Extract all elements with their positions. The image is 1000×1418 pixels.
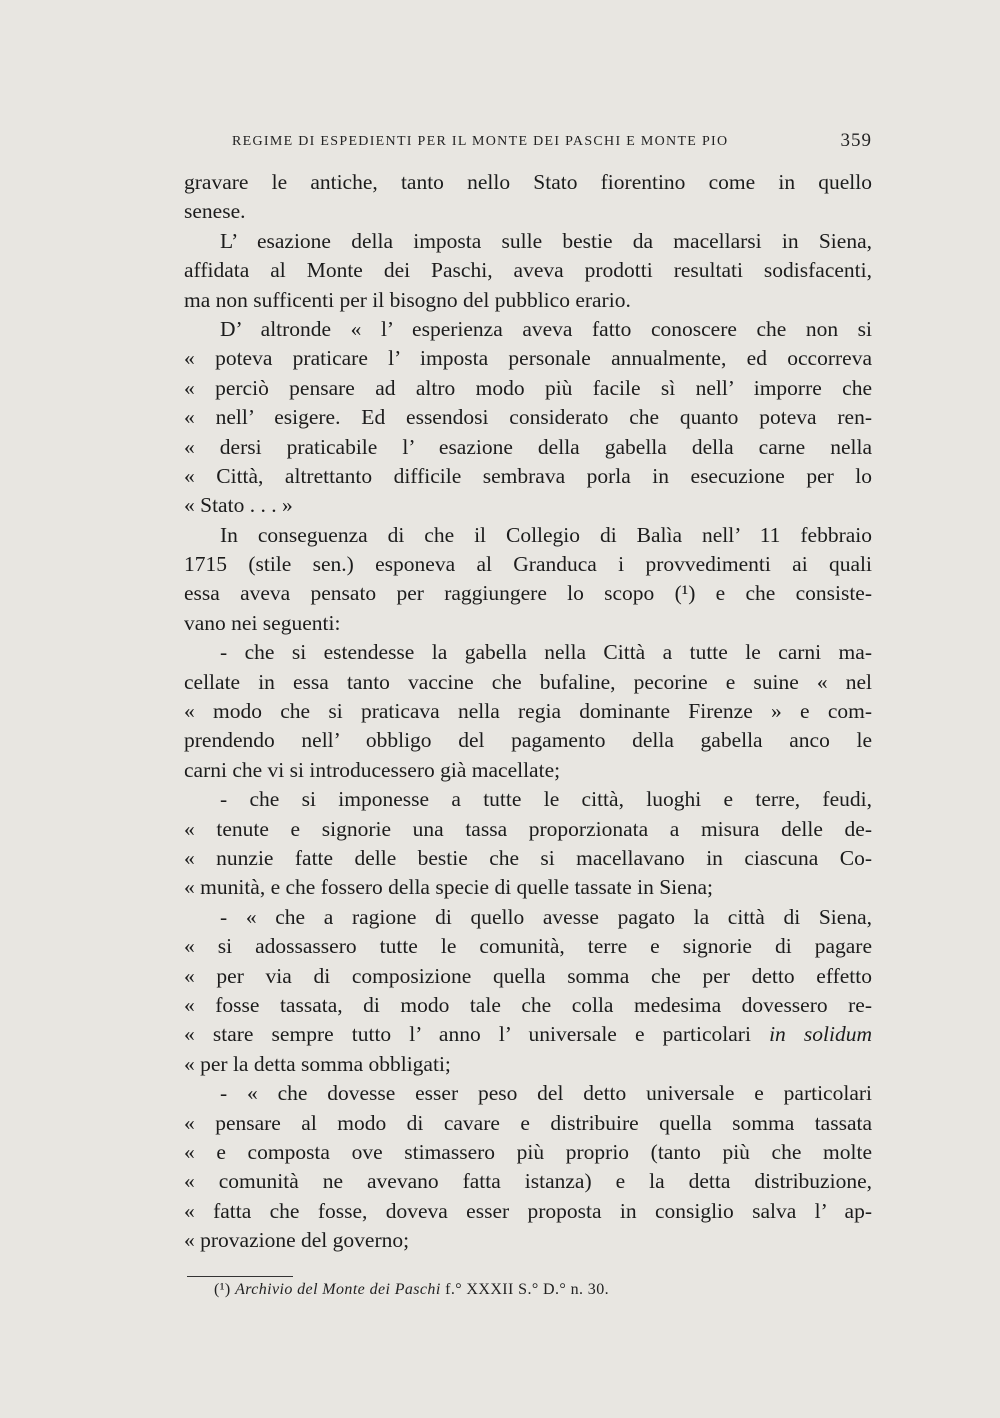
italic-phrase: in solidum <box>769 1022 873 1047</box>
text-line: In conseguenza di che il Collegio di Balìa nell’ 11 febbraio <box>220 522 872 547</box>
text-line: « nell’ esigere. Ed essendosi considerato che quanto poteva ren- <box>184 405 872 430</box>
text-line: « dersi praticabile l’ esazione della gabella della carne nella <box>184 434 872 459</box>
text-line: « fosse tassata, di modo tale che colla medesima dovessero re- <box>184 992 872 1017</box>
text-line: « si adossassero tutte le comunità, terre e signorie di pagare <box>184 934 872 959</box>
footnote-divider <box>187 1276 293 1277</box>
text-line: prendendo nell’ obbligo del pagamento della gabella anco le <box>184 728 872 753</box>
text-line: - che si imponesse a tutte le città, luoghi e terre, feudi, <box>220 787 872 812</box>
footnote <box>214 1281 609 1299</box>
text-line: ma non sufficenti per il bisogno del pubblico erario. <box>184 287 631 312</box>
text-line: « poteva praticare l’ imposta personale annualmente, ed occorreva <box>184 346 872 371</box>
page-header <box>232 130 872 151</box>
text-line: D’ altronde « l’ esperienza aveva fatto conoscere che non si <box>220 316 872 341</box>
text-segment: « stare sempre tutto l’ anno l’ universale e particolari <box>184 1022 751 1047</box>
text-line: « modo che si praticava nella regia dominante Firenze » e com- <box>184 699 872 724</box>
text-line: « per via di composizione quella somma che per detto effetto <box>184 963 872 988</box>
text-line: « tenute e signorie una tassa proporzionata a misura delle de- <box>184 816 872 841</box>
running-title: REGIME DI ESPEDIENTI PER IL MONTE DEI PASCHI E MONTE PIO <box>232 134 729 149</box>
text-line: « perciò pensare ad altro modo più facile sì nell’ imporre che <box>184 375 872 400</box>
text-line: « Città, altrettanto difficile sembrava porla in esecuzione per lo <box>184 463 872 488</box>
footnote-reference: f.° XXXII S.° D.° n. 30. <box>445 1281 609 1298</box>
text-line: carni che vi si introducessero già macellate; <box>184 757 561 782</box>
text-line: « nunzie fatte delle bestie che si macellavano in ciascuna Co- <box>184 845 872 870</box>
page-number: 359 <box>840 130 872 151</box>
text-line: - « che dovesse esser peso del detto universale e particolari <box>220 1081 872 1106</box>
text-line: gravare le antiche, tanto nello Stato fiorentino come in quello <box>184 170 872 194</box>
text-line: cellate in essa tanto vaccine che bufaline, pecorine e suine « nel <box>184 669 872 694</box>
text-line: - « che a ragione di quello avesse pagato la città di Siena, <box>220 904 872 929</box>
text-line: affidata al Monte dei Paschi, aveva prodotti resultati sodisfacenti, <box>184 258 872 283</box>
text-line: senese. <box>184 199 246 224</box>
text-line: « e composta ove stimassero più proprio (tanto più che molte <box>184 1139 872 1164</box>
text-line: « Stato . . . » <box>184 493 293 518</box>
text-line: L’ esazione della imposta sulle bestie da macellarsi in Siena, <box>220 228 872 253</box>
text-line: « fatta che fosse, doveva esser proposta in consiglio salva l’ ap- <box>184 1198 872 1223</box>
text-line: essa aveva pensato per raggiungere lo scopo (¹) e che consiste- <box>184 581 872 606</box>
text-line: « comunità ne avevano fatta istanza) e la detta distribuzione, <box>184 1169 872 1194</box>
text-line: « munità, e che fossero della specie di quelle tassate in Siena; <box>184 875 713 900</box>
footnote-source: Archivio del Monte dei Paschi <box>235 1281 441 1298</box>
text-line: 1715 (stile sen.) esponeva al Granduca i provvedimenti ai quali <box>184 552 872 577</box>
text-line: - che si estendesse la gabella nella Città a tutte le carni ma- <box>220 640 872 665</box>
text-line: vano nei seguenti: <box>184 610 341 635</box>
text-line: « provazione del governo; <box>184 1228 410 1253</box>
text-line: « per la detta somma obbligati; <box>184 1051 451 1076</box>
text-line-with-italic <box>184 1020 872 1049</box>
body-text <box>184 168 872 1255</box>
footnote-marker: (¹) <box>214 1281 231 1298</box>
text-line: « pensare al modo di cavare e distribuire quella somma tassata <box>184 1110 872 1135</box>
